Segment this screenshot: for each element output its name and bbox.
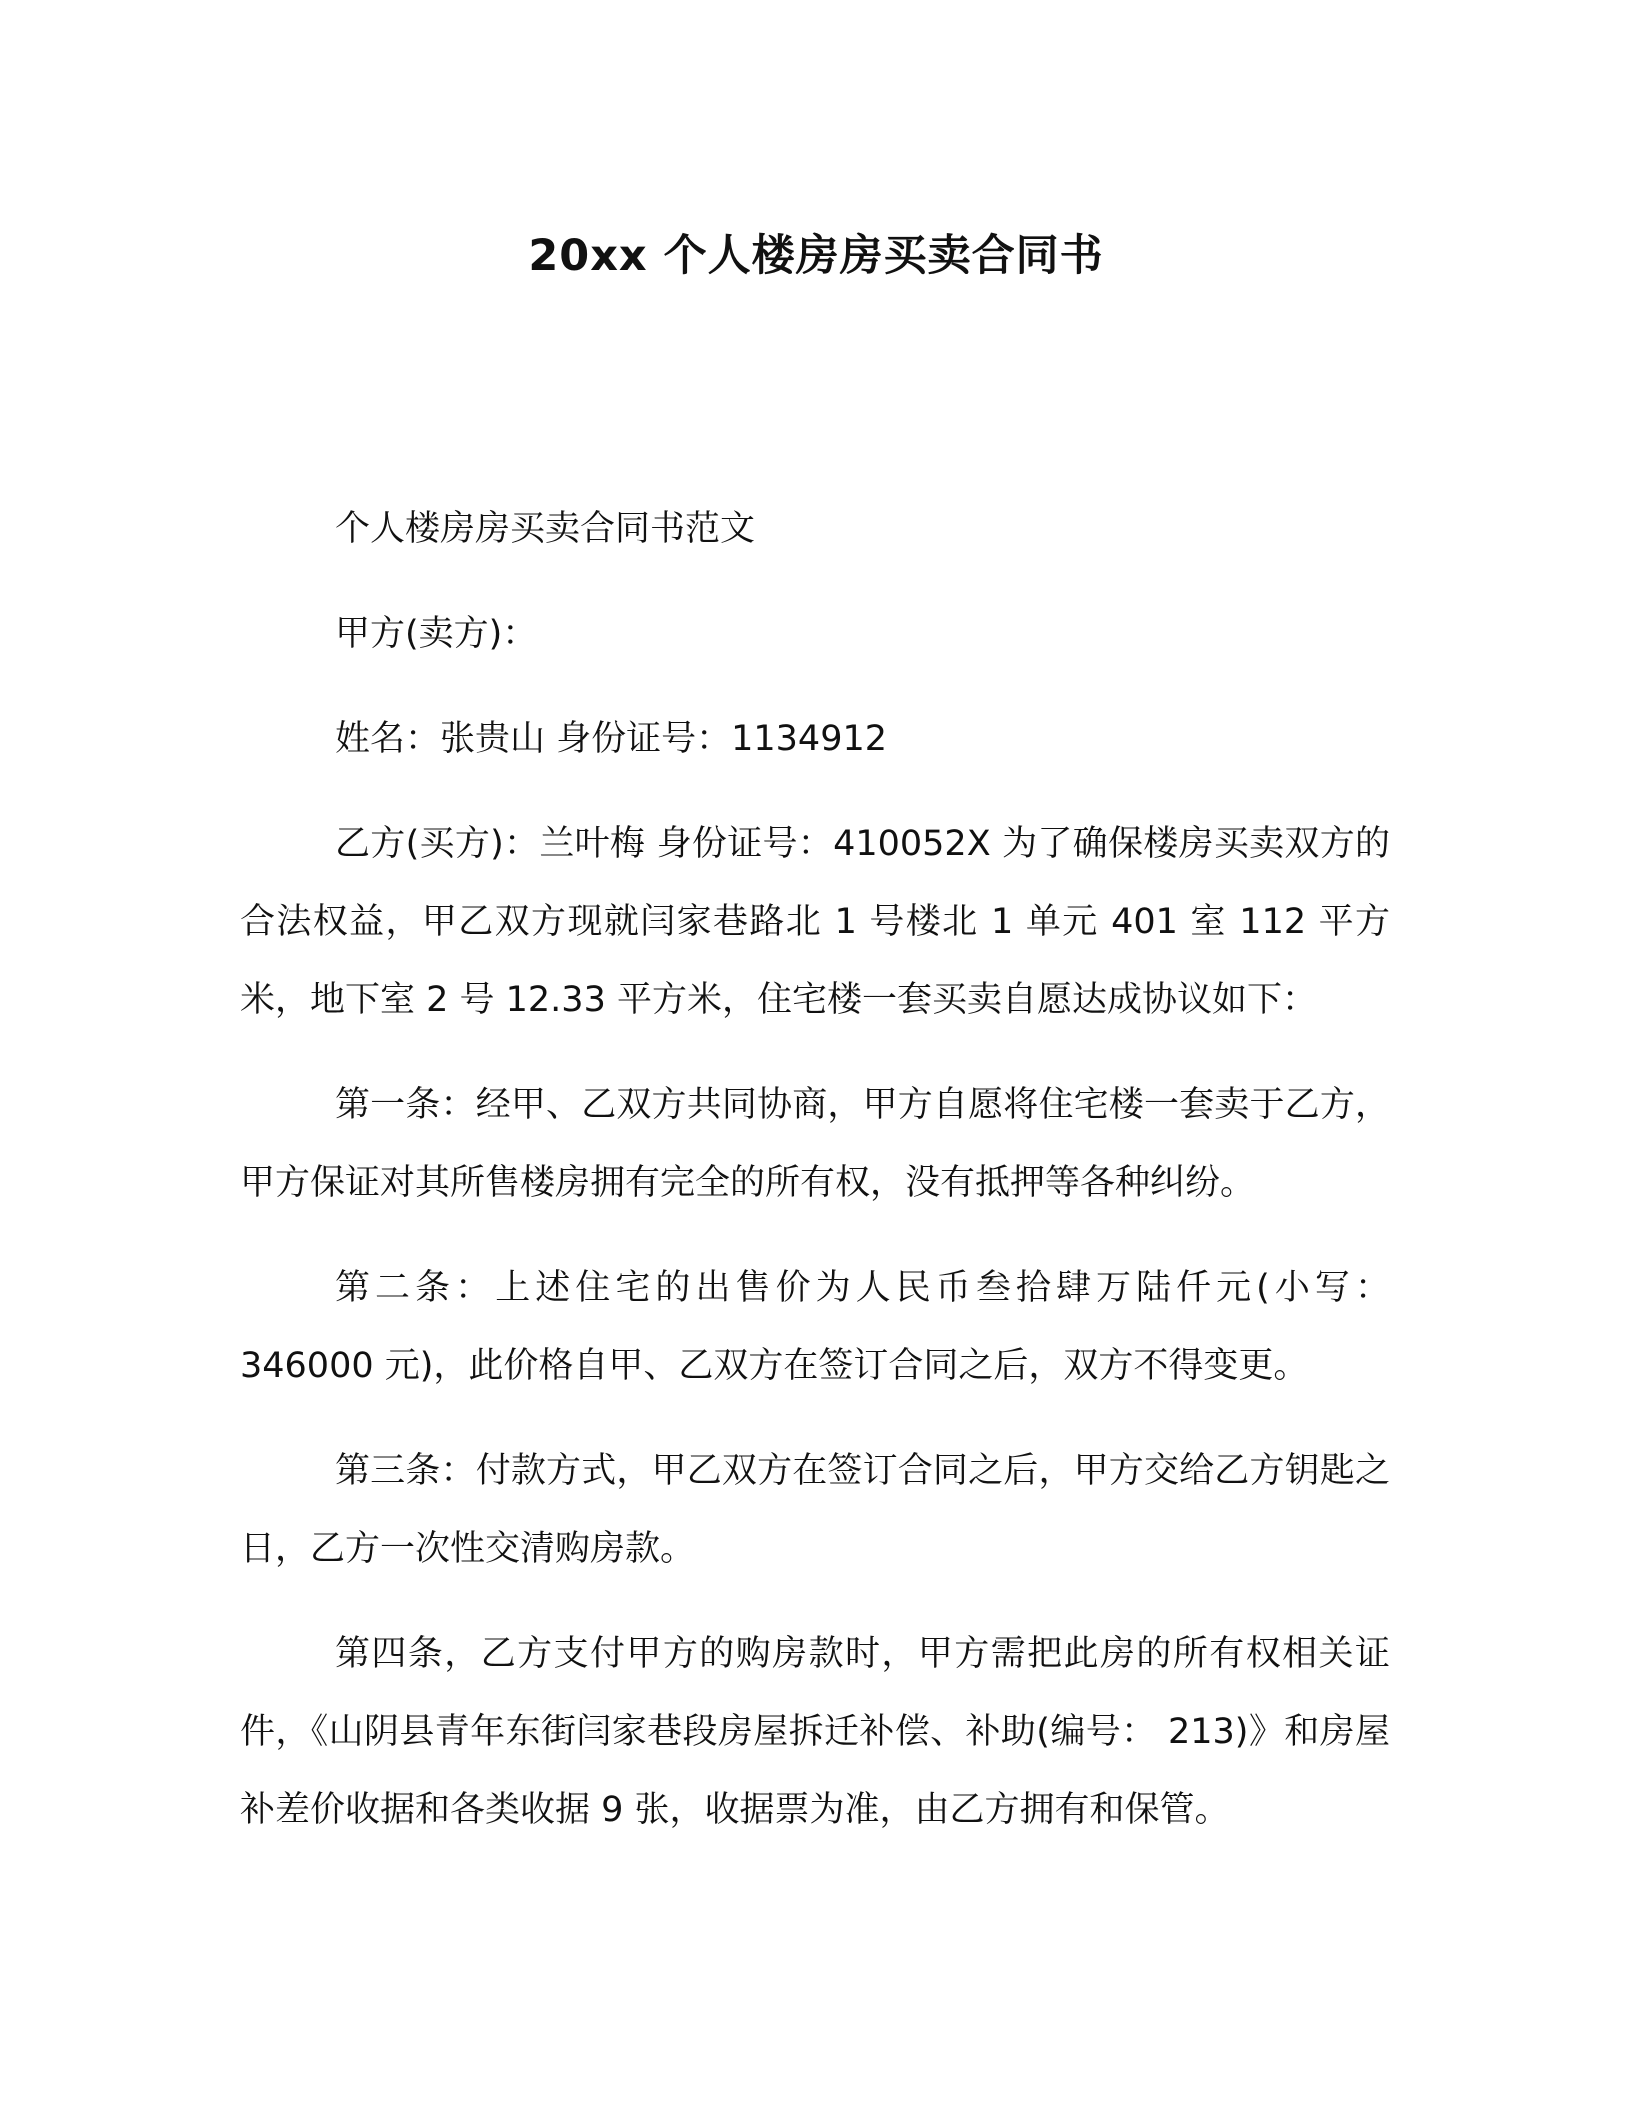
party-b-paragraph: 乙方(买方)：兰叶梅 身份证号：410052X 为了确保楼房买卖双方的合法权益，甲乙双方现就闫家巷路北 1 号楼北 1 单元 401 室 112 平方米，地下室 2 号 12.33 平方米，住宅楼一套买卖自愿达成协议如下： [240,824,1390,1020]
subtitle-paragraph: 个人楼房房买卖合同书范文 [335,509,756,549]
article-1: 第一条：经甲、乙双方共同协商，甲方自愿将住宅楼一套卖于乙方，甲方保证对其所售楼房拥有完全的所有权，没有抵押等各种纠纷。 [240,1085,1390,1203]
party-a-info: 姓名：张贵山 身份证号：1134912 [335,719,888,759]
article-4: 第四条，乙方支付甲方的购房款时，甲方需把此房的所有权相关证件，《山阴县青年东街闫家巷段房屋拆迁补偿、补助(编号： 213)》和房屋补差价收据和各类收据 9 张，收据票为准，由乙方拥有和保管。 [240,1634,1390,1830]
article-3: 第三条：付款方式，甲乙双方在签订合同之后，甲方交给乙方钥匙之日，乙方一次性交清购房款。 [240,1451,1390,1569]
article-2: 第二条：上述住宅的出售价为人民币叁拾肆万陆仟元(小写：346000 元)，此价格自甲、乙双方在签订合同之后，双方不得变更。 [240,1268,1390,1386]
document-body [240,490,1390,1876]
document-title: 20xx 个人楼房房买卖合同书 [528,231,1104,281]
party-a-label: 甲方(卖方)： [335,614,538,654]
